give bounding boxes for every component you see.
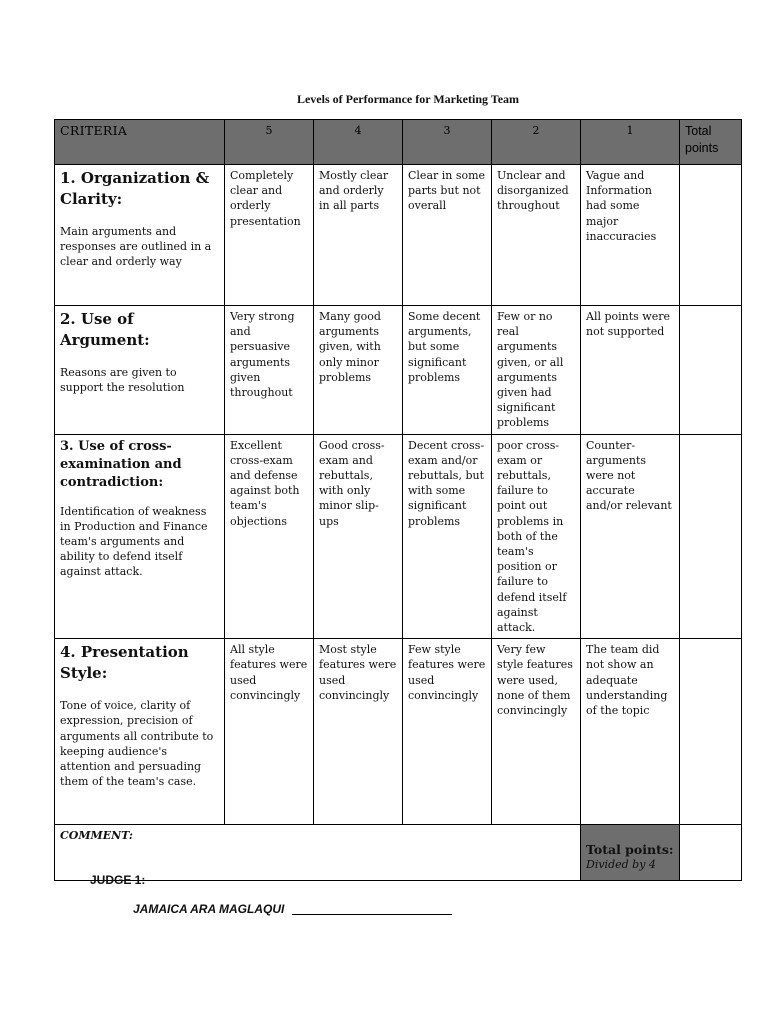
header-row (55, 120, 742, 165)
level-cell: Decent cross-exam and/or rebuttals, but with some significant problems (403, 434, 492, 639)
comment-row (55, 825, 742, 881)
criterion-row (55, 434, 742, 639)
level-cell: Mostly clear and orderly in all parts (314, 165, 403, 306)
judge-name: JAMAICA ARA MAGLAQUI (133, 902, 285, 916)
criterion-description: Reasons are given to support the resolution (60, 366, 185, 395)
judge-label: JUDGE 1: (90, 873, 146, 887)
criterion-description: Identification of weakness in Production and Finance team's arguments and ability to defend itself against attack. (60, 504, 208, 579)
level-cell: Excellent cross-exam and defense against both team's objections (225, 434, 314, 639)
level-5-header: 5 (225, 120, 314, 165)
level-cell: Clear in some parts but not overall (403, 165, 492, 306)
level-cell: Few or no real arguments given, or all arguments given had significant problems (492, 306, 581, 435)
divided-by-note: Divided by 4 (586, 858, 656, 872)
level-cell: Very few style features were used, none of them convincingly (492, 639, 581, 825)
document-title: Levels of Performance for Marketing Team (296, 92, 520, 106)
level-4-header: 4 (314, 120, 403, 165)
criterion-cell (55, 306, 225, 435)
level-cell: Completely clear and orderly presentation (225, 165, 314, 306)
level-cell: Some decent arguments, but some significant problems (403, 306, 492, 435)
criterion-description: Main arguments and responses are outlined in a clear and orderly way (60, 225, 212, 269)
total-points-cell (581, 825, 680, 881)
criterion-cell (55, 434, 225, 639)
level-1-header: 1 (581, 120, 680, 165)
criterion-row (55, 165, 742, 306)
level-cell: Counter-arguments were not accurate and/or relevant (581, 434, 680, 639)
criterion-row (55, 639, 742, 825)
criterion-title: 2. Use of Argument: (60, 310, 150, 349)
rubric-table (54, 119, 742, 881)
level-cell: Many good arguments given, with only minor problems (314, 306, 403, 435)
criterion-cell (55, 165, 225, 306)
level-cell: Very strong and persuasive arguments given throughout (225, 306, 314, 435)
level-3-header: 3 (403, 120, 492, 165)
criterion-title: 3. Use of cross-examination and contradiction: (60, 438, 182, 490)
total-points-header: Total points (680, 120, 742, 165)
level-cell: All points were not supported (581, 306, 680, 435)
total-score-cell[interactable] (680, 825, 742, 881)
level-cell: All style features were used convincingly (225, 639, 314, 825)
criteria-header: CRITERIA (55, 120, 225, 165)
signature-line[interactable] (292, 914, 452, 915)
level-cell: Good cross-exam and rebuttals, with only minor slip-ups (314, 434, 403, 639)
score-cell[interactable] (680, 434, 742, 639)
level-cell: Few style features were used convincingly (403, 639, 492, 825)
comment-label: COMMENT: (60, 829, 133, 843)
level-cell: Vague and Information had some major inaccuracies (581, 165, 680, 306)
criterion-title: 1. Organization & Clarity: (60, 169, 210, 208)
score-cell[interactable] (680, 639, 742, 825)
score-cell[interactable] (680, 165, 742, 306)
level-cell: Unclear and disorganized throughout (492, 165, 581, 306)
level-cell: poor cross-exam or rebuttals, failure to point out problems in both of the team's position or failure to defend itself against attack. (492, 434, 581, 639)
criterion-description: Tone of voice, clarity of expression, precision of arguments all contribute to keeping audience's attention and persuading them of the team's case. (60, 699, 214, 789)
total-points-label: Total points: (586, 842, 674, 858)
level-cell: Most style features were used convincingly (314, 639, 403, 825)
criterion-title: 4. Presentation Style: (60, 643, 189, 683)
criterion-row (55, 306, 742, 435)
level-cell: The team did not show an adequate understanding of the topic (581, 639, 680, 825)
criterion-cell (55, 639, 225, 825)
score-cell[interactable] (680, 306, 742, 435)
level-2-header: 2 (492, 120, 581, 165)
